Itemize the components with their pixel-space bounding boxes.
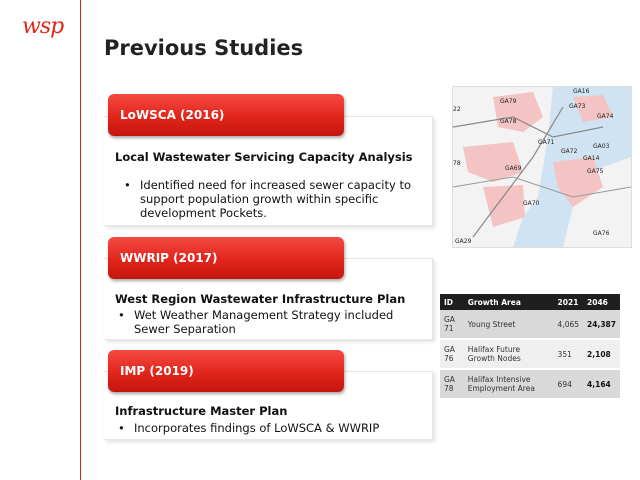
map-graphic bbox=[453, 87, 631, 247]
table-row bbox=[440, 369, 620, 399]
cell-id: GA 76 bbox=[440, 339, 464, 369]
table-row bbox=[440, 310, 620, 339]
map-label: GA72 bbox=[561, 148, 578, 155]
cell-2046: 2,108 bbox=[583, 339, 620, 369]
cell-2046: 4,164 bbox=[583, 369, 620, 399]
cell-growth-area: Young Street bbox=[464, 310, 554, 339]
study-heading-imp: Infrastructure Master Plan bbox=[115, 404, 288, 418]
map-area bbox=[463, 142, 523, 182]
table-header-row bbox=[440, 294, 620, 310]
cell-2021: 694 bbox=[554, 369, 583, 399]
map-label: GA69 bbox=[505, 165, 522, 172]
study-bullet-wwrip: • Wet Weather Management Strategy included Sewer Separation bbox=[118, 308, 408, 336]
growth-area-map bbox=[452, 86, 632, 248]
col-2046-header: 2046 bbox=[583, 294, 620, 310]
col-2021-header: 2021 bbox=[554, 294, 583, 310]
map-label: GA74 bbox=[597, 113, 614, 120]
map-label: GA71 bbox=[538, 139, 555, 146]
map-label: GA03 bbox=[593, 143, 610, 150]
accent-divider bbox=[80, 0, 81, 480]
map-label: 22 bbox=[453, 106, 461, 113]
bullet-text: Wet Weather Management Strategy included Sewer Separation bbox=[134, 308, 394, 336]
cell-id: GA 78 bbox=[440, 369, 464, 399]
cell-2021: 351 bbox=[554, 339, 583, 369]
bullet-text: Identified need for increased sewer capacity to support population growth within specific development Pockets. bbox=[140, 178, 412, 220]
wsp-logo: wsp bbox=[22, 14, 64, 39]
bullet-text: Incorporates findings of LoWSCA & WWRIP bbox=[134, 421, 380, 435]
map-label: GA76 bbox=[593, 230, 610, 237]
cell-id: GA 71 bbox=[440, 310, 464, 339]
study-heading-wwrip: West Region Wastewater Infrastructure Plan bbox=[115, 292, 406, 306]
study-tab-lowsca: LoWSCA (2016) bbox=[108, 94, 344, 136]
map-label: GA79 bbox=[500, 98, 517, 105]
page-title: Previous Studies bbox=[104, 36, 304, 60]
col-id-header: ID bbox=[440, 294, 464, 310]
map-label: 78 bbox=[453, 160, 461, 167]
map-area bbox=[483, 185, 525, 227]
study-bullet-lowsca: • Identified need for increased sewer capacity to support population growth within specific development Pockets. bbox=[124, 178, 414, 220]
study-heading-lowsca: Local Wastewater Servicing Capacity Analysis bbox=[115, 150, 413, 164]
study-bullet-imp: • Incorporates findings of LoWSCA & WWRIP bbox=[118, 421, 380, 435]
study-tab-wwrip: WWRIP (2017) bbox=[108, 237, 344, 279]
growth-area-table bbox=[440, 294, 620, 400]
cell-2046: 24,387 bbox=[583, 310, 620, 339]
table-row bbox=[440, 339, 620, 369]
col-growth-area-header: Growth Area bbox=[464, 294, 554, 310]
cell-growth-area: Halifax Intensive Employment Area bbox=[464, 369, 554, 399]
study-tab-imp: IMP (2019) bbox=[108, 350, 344, 392]
map-label: GA29 bbox=[455, 238, 472, 245]
map-label: GA78 bbox=[500, 118, 517, 125]
map-label: GA16 bbox=[573, 88, 590, 95]
map-label: GA75 bbox=[587, 168, 604, 175]
map-label: GA70 bbox=[523, 200, 540, 207]
map-label: GA14 bbox=[583, 155, 600, 162]
cell-2021: 4,065 bbox=[554, 310, 583, 339]
map-label: GA73 bbox=[569, 103, 586, 110]
cell-growth-area: Halifax Future Growth Nodes bbox=[464, 339, 554, 369]
